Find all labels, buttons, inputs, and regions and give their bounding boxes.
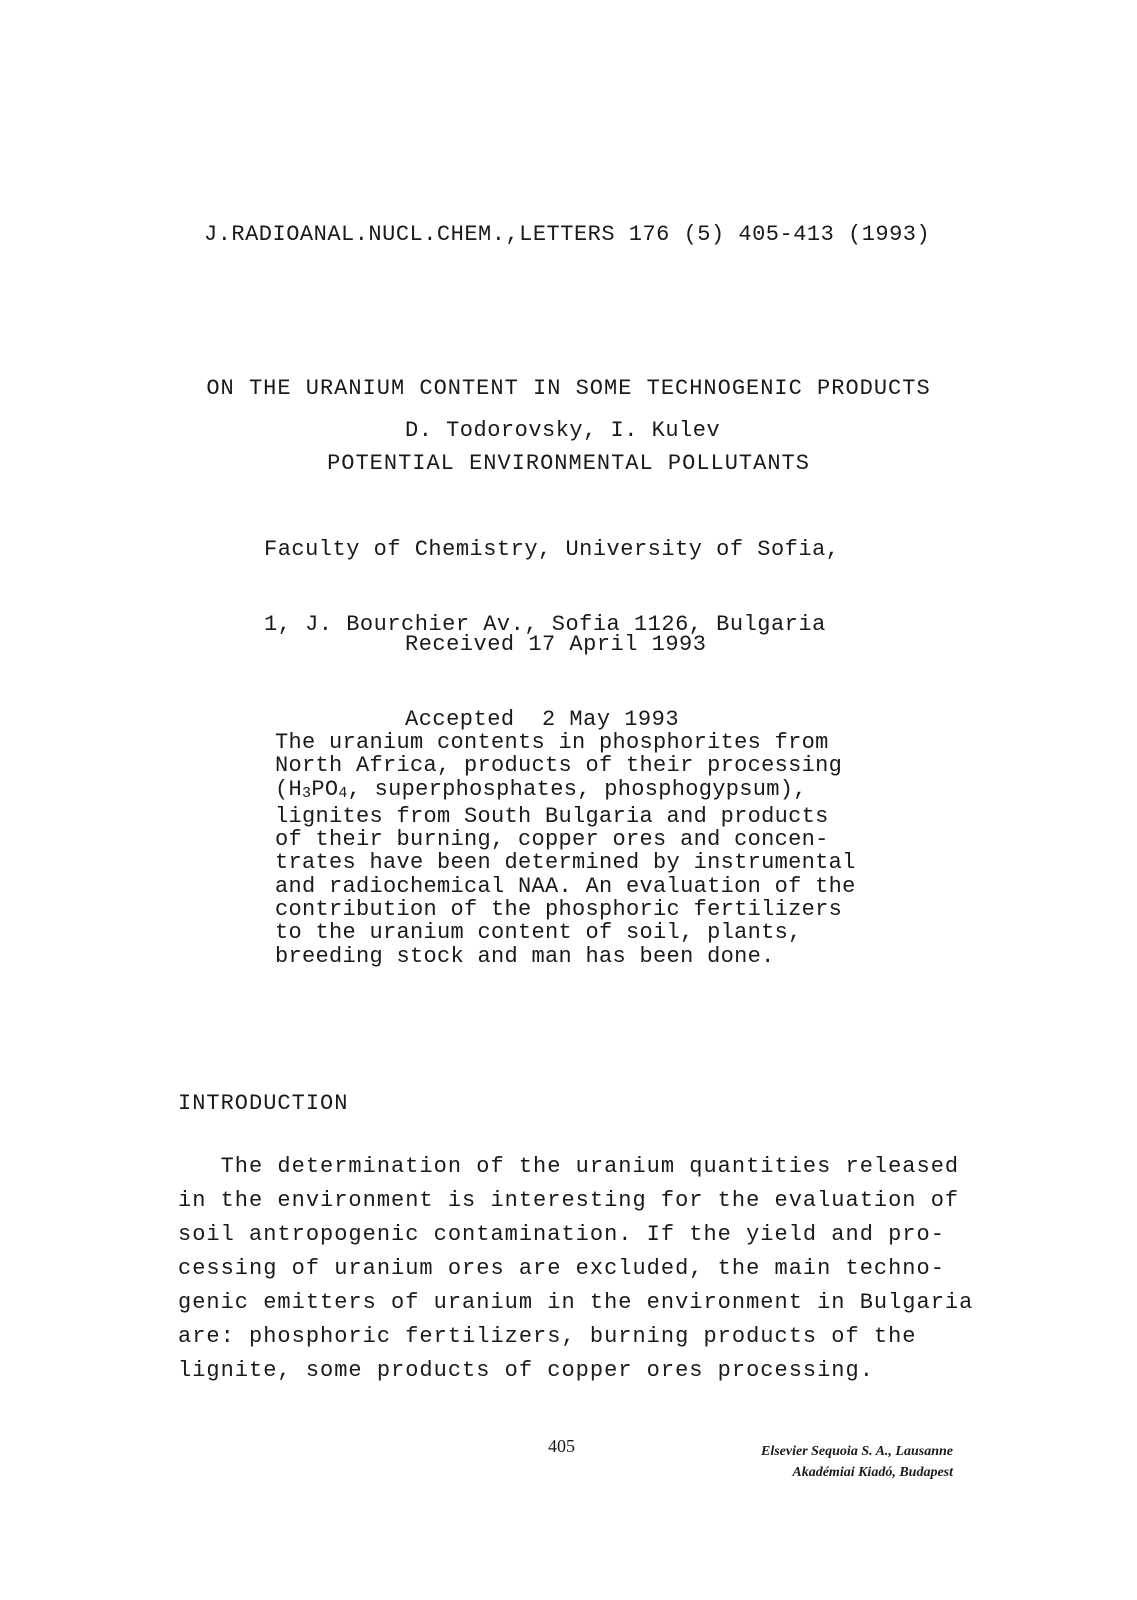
formula-suffix: , superphosphates, phosphogypsum),: [347, 776, 807, 802]
abstract-line-formula: [275, 778, 895, 805]
page-number: 405: [548, 1436, 575, 1456]
paper-title: [0, 326, 1137, 501]
publisher-imprint: [690, 1441, 953, 1483]
abstract-line: trates have been determined by instrumental: [275, 850, 856, 876]
paragraph-line: in the environment is interesting for the evaluation of: [178, 1188, 960, 1213]
paragraph-line: soil antropogenic contamination. If the yield and pro-: [178, 1222, 945, 1247]
abstract-line: of their burning, copper ores and concen-: [275, 827, 829, 853]
abstract-line: North Africa, products of their processing: [275, 753, 843, 779]
paragraph-line: lignite, some products of copper ores processing.: [178, 1358, 874, 1383]
paper-title-line-1: ON THE URANIUM CONTENT IN SOME TECHNOGENIC PRODUCTS: [206, 376, 931, 401]
paragraph-line: genic emitters of uranium in the environment in Bulgaria: [178, 1290, 974, 1315]
paragraph-line: The determination of the uranium quantities released: [178, 1154, 960, 1179]
formula-middle: PO: [311, 776, 339, 802]
formula-prefix: (H: [275, 776, 303, 802]
abstract: [275, 731, 895, 968]
received-date: Received 17 April 1993: [405, 632, 707, 657]
paper-title-line-2: POTENTIAL ENVIRONMENTAL POLLUTANTS: [327, 451, 810, 476]
affiliation-line-1: Faculty of Chemistry, University of Sofia,: [264, 537, 840, 562]
journal-citation: J.RADIOANAL.NUCL.CHEM.,LETTERS 176 (5) 405-413 (1993): [204, 222, 931, 247]
section-heading-introduction: INTRODUCTION: [178, 1091, 349, 1116]
formula-subscript-3: 3: [302, 784, 312, 802]
abstract-line: to the uranium content of soil, plants,: [275, 920, 802, 946]
introduction-paragraph: [178, 1150, 974, 1388]
publisher-line-2: Akadémiai Kiadó, Budapest: [792, 1465, 953, 1480]
publisher-line-1: Elsevier Sequoia S. A., Lausanne: [760, 1444, 953, 1459]
abstract-line: lignites from South Bulgaria and products: [275, 803, 829, 829]
paragraph-line: cessing of uranium ores are excluded, the main techno-: [178, 1256, 945, 1281]
abstract-line: breeding stock and man has been done.: [275, 943, 775, 969]
abstract-line: contribution of the phosphoric fertilizers: [275, 897, 843, 923]
abstract-line: The uranium contents in phosphorites from: [275, 730, 829, 755]
accepted-date: Accepted 2 May 1993: [405, 707, 680, 732]
affiliation-line-2: 1, J. Bourchier Av., Sofia 1126, Bulgaria: [264, 612, 826, 637]
abstract-line: and radiochemical NAA. An evaluation of the: [275, 873, 856, 899]
paragraph-line: are: phosphoric fertilizers, burning products of the: [178, 1324, 917, 1349]
authors: D. Todorovsky, I. Kulev: [405, 418, 721, 443]
formula-subscript-4: 4: [338, 784, 348, 802]
